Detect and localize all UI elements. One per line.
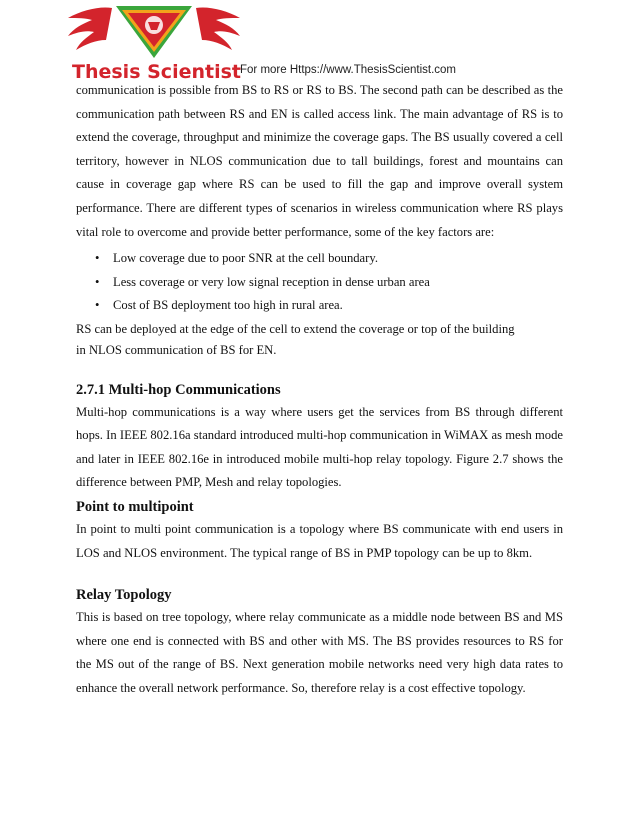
page-header xyxy=(0,0,638,82)
bullet-icon: • xyxy=(95,274,100,289)
website-link[interactable]: For more Https://www.ThesisScientist.com xyxy=(240,64,456,76)
list-item: • Less coverage or very low signal reception in dense urban area xyxy=(76,271,563,295)
list-item: • Cost of BS deployment too high in rural area. xyxy=(76,294,563,318)
bullet-icon: • xyxy=(95,298,100,313)
section-heading-point-to-multipoint: Point to multipoint xyxy=(76,499,194,516)
multihop-paragraph: Multi-hop communications is a way where users get the services from BS through different hops. In IEEE 802.16a standard introduced multi-hop communication in WiMAX as mesh mode and later in IEEE 802.16e in introduced mobile multi-hop relay topology. Figure 2.7 shows the difference between PMP, Mesh and relay topologies. xyxy=(76,404,563,490)
deployment-paragraph: RS can be deployed at the edge of the cell to extend the coverage or top of the building in NLOS communication of BS for EN. xyxy=(76,321,515,357)
section-heading-multihop: 2.7.1 Multi-hop Communications xyxy=(76,381,281,398)
section-heading-relay-topology: Relay Topology xyxy=(76,587,172,604)
point-to-multipoint-paragraph: In point to multi point communication is a topology where BS communicate with end users in LOS and NLOS environment. The typical range of BS in PMP topology can be up to 8km. xyxy=(76,522,563,560)
key-factors-list xyxy=(76,247,563,318)
logo-text: Thesis Scientist xyxy=(72,61,241,82)
intro-paragraph: communication is possible from BS to RS or RS to BS. The second path can be described as the communication path between RS and EN is called access link. The main advantage of RS is to extend the coverage, throughput and minimize the coverage gaps. The BS usually covered a cell territory, however in NLOS communication due to tall buildings, forest and mountains can cause in coverage gap where RS can be used to fill the gap and improve overall system performance. There are different types of scenarios in wireless communication where RS plays vital role to overcome and provide better performance, some of the key factors are: xyxy=(76,83,563,239)
relay-topology-paragraph: This is based on tree topology, where relay communicate as a middle node between BS and MS where one end is connected with BS and other with MS. The BS provides resources to RS for the MS out of the range of BS. Next generation mobile networks need very high data rates to enhance the overall network performance. So, therefore relay is a cost effective topology. xyxy=(76,610,563,695)
list-item: • Low coverage due to poor SNR at the cell boundary. xyxy=(76,247,563,271)
document-body xyxy=(76,79,563,701)
thesis-scientist-logo xyxy=(64,0,244,82)
bullet-icon: • xyxy=(95,251,100,266)
